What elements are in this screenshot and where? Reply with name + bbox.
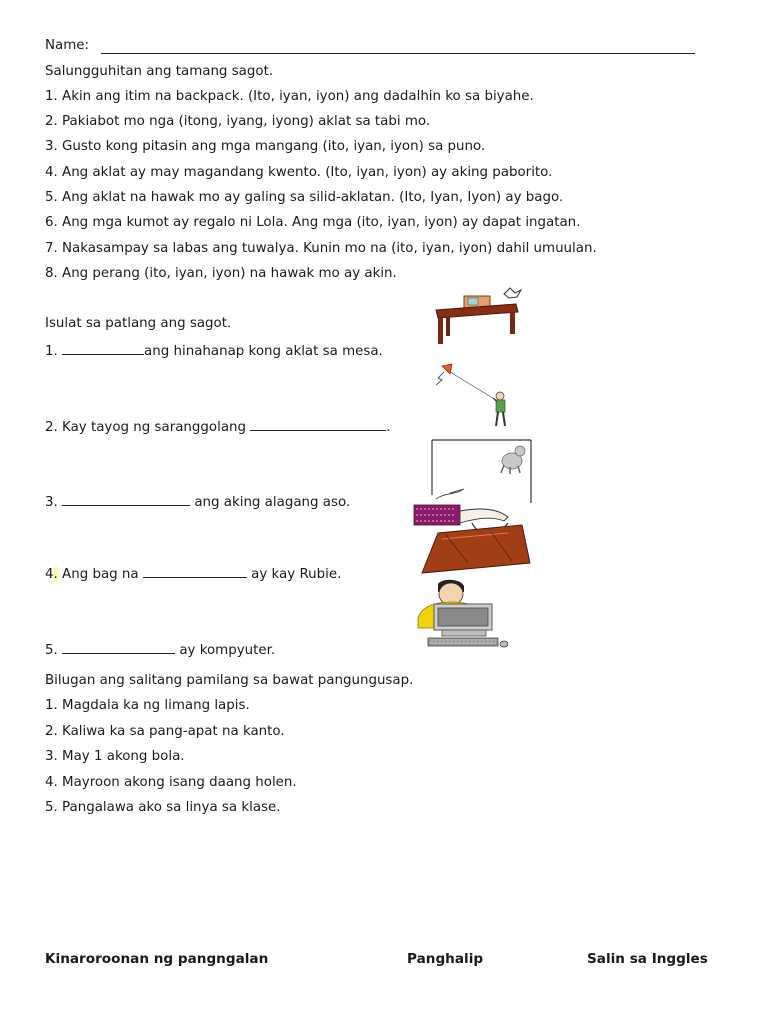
footer-label-location: Kinaroroonan ng pangngalan xyxy=(45,951,269,967)
book-on-table-picture xyxy=(432,286,524,346)
part1-item: 6. Ang mga kumot ay regalo ni Lola. Ang mga (ito, iyan, iyon) ay dapat ingatan. xyxy=(45,215,581,230)
part3-item: 3. May 1 akong bola. xyxy=(45,749,185,764)
boy-flying-kite-picture xyxy=(430,362,514,430)
answer-blank[interactable] xyxy=(62,641,175,654)
highlighted-period: . xyxy=(53,567,58,582)
question-punctuation: . xyxy=(386,420,391,435)
part2-question-2 xyxy=(45,418,391,436)
answer-blank[interactable] xyxy=(250,418,386,431)
part3-item: 4. Mayroon akong isang daang holen. xyxy=(45,775,297,790)
answer-blank[interactable] xyxy=(62,493,190,506)
part3-instruction: Bilugan ang salitang pamilang sa bawat pangungusap. xyxy=(45,673,414,688)
part1-item: 4. Ang aklat ay may magandang kwento. (Ito, iyan, iyon) ay aking paborito. xyxy=(45,165,553,180)
part2-question-3 xyxy=(45,493,350,511)
part3-item: 5. Pangalawa ako sa linya sa klase. xyxy=(45,800,281,815)
question-text: Ang bag na xyxy=(57,567,139,582)
part1-item: 1. Akin ang itim na backpack. (Ito, iyan, iyon) ang dadalhin ko sa biyahe. xyxy=(45,89,534,104)
name-row xyxy=(45,38,89,54)
part2-instruction: Isulat sa patlang ang sagot. xyxy=(45,316,232,331)
part2-question-1 xyxy=(45,342,383,360)
answer-blank[interactable] xyxy=(143,565,247,578)
question-text: ang aking alagang aso. xyxy=(194,495,351,510)
question-text: ay kompyuter. xyxy=(179,643,276,658)
part2-question-4 xyxy=(45,565,341,583)
footer-label-translation: Salin sa Inggles xyxy=(587,951,708,967)
question-text: ay kay Rubie. xyxy=(251,567,342,582)
boy-at-computer-picture xyxy=(412,578,516,652)
question-number: 3. xyxy=(45,495,58,510)
part1-item: 8. Ang perang (ito, iyan, iyon) na hawak mo ay akin. xyxy=(45,266,397,281)
part1-item: 7. Nakasampay sa labas ang tuwalya. Kunin mo na (ito, iyan, iyon) dahil umuulan. xyxy=(45,241,597,256)
question-number: 5. xyxy=(45,643,58,658)
part1-item: 5. Ang aklat na hawak mo ay galing sa silid-aklatan. (Ito, Iyan, Iyon) ay bago. xyxy=(45,190,564,205)
name-label: Name: xyxy=(45,38,90,53)
question-number: 1. xyxy=(45,344,58,359)
question-text: 2. Kay tayog ng saranggolang xyxy=(45,420,247,435)
part1-instruction: Salungguhitan ang tamang sagot. xyxy=(45,64,274,79)
name-field[interactable] xyxy=(101,53,695,54)
pointing-hand-at-dog-picture xyxy=(430,439,534,505)
question-number: 4 xyxy=(45,567,54,582)
part3-item: 2. Kaliwa ka sa pang-apat na kanto. xyxy=(45,724,285,739)
question-text: ang hinahanap kong aklat sa mesa. xyxy=(144,344,383,359)
part3-item: 1. Magdala ka ng limang lapis. xyxy=(45,698,250,713)
part1-item: 2. Pakiabot mo nga (itong, iyang, iyong) aklat sa tabi mo. xyxy=(45,114,431,129)
part2-question-5 xyxy=(45,641,275,659)
part1-item: 3. Gusto kong pitasin ang mga mangang (ito, iyan, iyon) sa puno. xyxy=(45,139,486,154)
hand-holding-bag-picture xyxy=(412,503,534,575)
answer-blank[interactable] xyxy=(62,342,144,355)
footer-label-pronoun: Panghalip xyxy=(407,951,484,967)
